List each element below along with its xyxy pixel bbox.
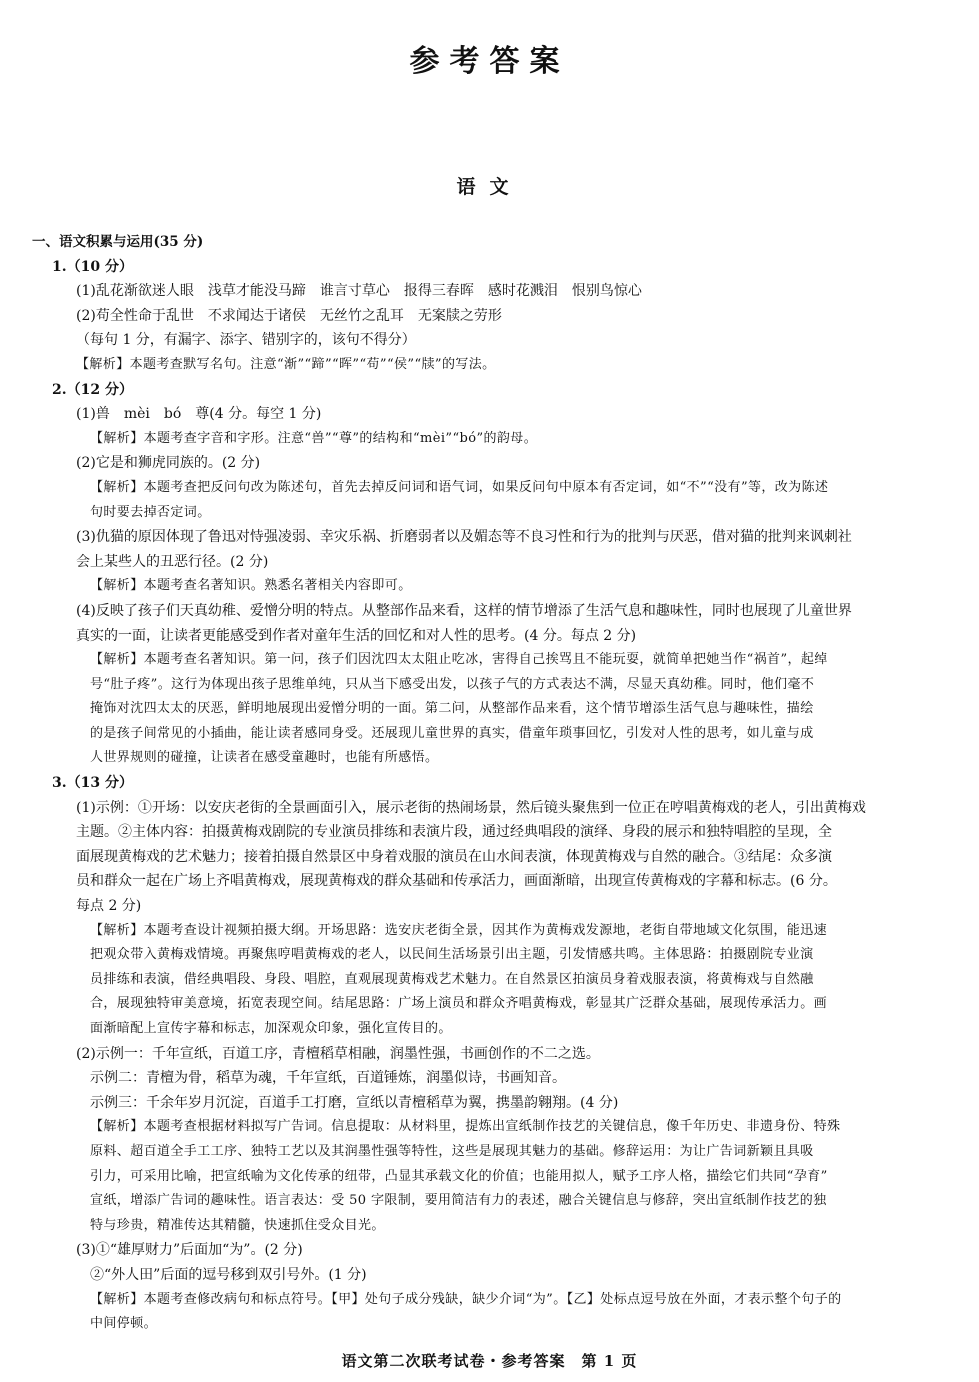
analysis-line: 宣纸，增添广告词的趣味性。语言表达：受 50 字限制，要用简洁有力的表述，融合关键信息与修辞，突出宣纸制作技艺的独 (90, 1193, 827, 1209)
analysis-line: 【解析】本题考查默写名句。注意“渐”“蹄”“晖”“苟”“侯”“牍”的写法。 (76, 356, 496, 372)
analysis-line: 合，展现独特审美意境，拓宽表现空间。结尾思路：广场上演员和群众齐唱黄梅戏，彰显其广泛群众基础，展现传承活力。画 (90, 996, 828, 1012)
answer-line: 面展现黄梅戏的艺术魅力；接着拍摄自然景区中身着戏服的演员在山水间表演，体现黄梅戏与自然的融合。③结尾：众多演 (76, 848, 832, 865)
analysis-line: 员排练和表演，借经典唱段、身段、唱腔，直观展现黄梅戏艺术魅力。在自然景区拍演员身着戏服表演，将黄梅戏与自然融 (90, 971, 814, 987)
answer-line: 员和群众一起在广场上齐唱黄梅戏，展现黄梅戏的群众基础和传承活力，画面渐暗，出现宣传黄梅戏的字幕和标志。(6 分。 (76, 873, 837, 890)
answer-line: （每句 1 分，有漏字、添字、错别字的，该句不得分） (76, 332, 416, 349)
analysis-line: 面渐暗配上宣传字幕和标志，加深观众印象，强化宣传目的。 (90, 1021, 452, 1036)
analysis-line: 原料、超百道全手工工序、独特工艺以及其润墨性强等特性，这些是展现其魅力的基础。修辞运用：为让广告词新颖且具吸 (90, 1143, 814, 1159)
answer-line: (1)兽 mèi bó 尊(4 分。每空 1 分) (76, 406, 322, 423)
analysis-line: 【解析】本题考查修改病句和标点符号。【甲】处句子成分残缺，缺少介词“为”。【乙】处标点逗号放在外面，才表示整个句子的 (90, 1291, 842, 1307)
analysis-line: 的是孩子间常见的小插曲，能让读者感同身受。还展现儿童世界的真实，借童年琐事回忆，引发对人性的思考，如儿童与成 (90, 725, 814, 741)
answer-line: (3)仇猫的原因体现了鲁迅对恃强凌弱、幸灾乐祸、折磨弱者以及媚态等不良习性和行为的批判与厌恶，借对猫的批判来讽刺社 (76, 529, 852, 546)
answer-line: (1)乱花渐欲迷人眼 浅草才能没马蹄 谁言寸草心 报得三春晖 感时花溅泪 恨别鸟惊心 (76, 283, 642, 300)
answer-line: (2)它是和狮虎同族的。(2 分) (76, 455, 261, 472)
answer-line: (2)示例一：千年宣纸，百道工序，青檀稻草相融，润墨性强，书画创作的不二之选。 (76, 1045, 600, 1062)
answer-line: 示例三：千余年岁月沉淀，百道手工打磨，宣纸以青檀稻草为翼，携墨韵翱翔。(4 分) (90, 1094, 619, 1111)
answer-line: (1)示例：①开场：以安庆老街的全景画面引入，展示老街的热闹场景，然后镜头聚焦到一位正在哼唱黄梅戏的老人，引出黄梅戏 (76, 799, 866, 816)
answer-line: 真实的一面，让读者更能感受到作者对童年生活的回忆和对人性的思考。(4 分。每点 2 分) (76, 627, 637, 644)
subject-heading: 语文 (456, 176, 523, 198)
page-footer: 语文第二次联考试卷・参考答案 第 1 页 (341, 1352, 638, 1370)
analysis-line: 引力，可采用比喻，把宣纸喻为文化传承的纽带，凸显其承载文化的价值；也能用拟人，赋予工序人格，描绘它们共同“孕育” (90, 1168, 828, 1184)
analysis-line: 【解析】本题考查设计视频拍摄大纲。开场思路：选安庆老街全景，因其作为黄梅戏发源地，老街自带地域文化氛围，能迅速 (90, 922, 828, 938)
analysis-line: 特与珍贵，精准传达其精髓，快速抓住受众目光。 (90, 1217, 385, 1233)
section-heading: 一、语文积累与运用(35 分) (32, 234, 204, 250)
answer-line: (3)①“雄厚财力”后面加“为”。(2 分) (76, 1242, 303, 1259)
analysis-line: 中间停顿。 (90, 1316, 158, 1332)
analysis-line: 【解析】本题考查名著知识。熟悉名著相关内容即可。 (90, 578, 412, 594)
answer-line: ②“外人田”后面的逗号移到双引号外。(1 分) (90, 1266, 367, 1283)
analysis-line: 人世界规则的碰撞，让读者在感受童趣时，也能有所感悟。 (90, 750, 439, 766)
answer-line: 主题。②主体内容：拍摄黄梅戏剧院的专业演员排练和表演片段，通过经典唱段的演绎、身段的展示和独特唱腔的呈现，全 (76, 824, 832, 841)
answer-line: 会上某些人的丑恶行径。(2 分) (76, 553, 269, 570)
answer-line: (4)反映了孩子们天真幼稚、爱憎分明的特点。从整部作品来看，这样的情节增添了生活气息和趣味性，同时也展现了儿童世界 (76, 602, 852, 619)
analysis-line: 【解析】本题考查名著知识。第一问，孩子们因沈四太太阻止吃冰，害得自己挨骂且不能玩耍，就简单把她当作“祸首”，起绰 (90, 652, 828, 668)
analysis-line: 句时要去掉否定词。 (90, 504, 211, 520)
answer-line: (2)苟全性命于乱世 不求闻达于诸侯 无丝竹之乱耳 无案牍之劳形 (76, 307, 502, 324)
answer-content (32, 230, 948, 1337)
page-title: 参考答案 (409, 44, 570, 79)
analysis-line: 【解析】本题考查根据材料拟写广告词。信息提取：从材料里，提炼出宣纸制作技艺的关键信息，像千年历史、非遗身份、特殊 (90, 1119, 841, 1135)
analysis-line: 号“肚子疼”。这行为体现出孩子思维单纯，只从当下感受出发，以孩子气的方式表达不满，尽显天真幼稚。同时，他们毫不 (90, 676, 815, 692)
question-number: 3.（13 分） (52, 775, 133, 792)
analysis-line: 【解析】本题考查把反问句改为陈述句，首先去掉反问词和语气词，如果反问句中原本有否定词，如“不”“没有”等，改为陈述 (90, 479, 829, 495)
question-number: 2.（12 分） (52, 381, 133, 398)
analysis-line: 掩饰对沈四太太的厌恶，鲜明地展现出爱憎分明的一面。第二问，从整部作品来看，这个情节增添生活气息与趣味性，描绘 (90, 701, 814, 717)
analysis-line: 把观众带入黄梅戏情境。再聚焦哼唱黄梅戏的老人，以民间生活场景引出主题，引发情感共鸣。主体思路：拍摄剧院专业演 (90, 947, 814, 963)
answer-line: 示例二：青檀为骨，稻草为魂，千年宣纸，百道锤炼，润墨似诗，书画知音。 (90, 1070, 566, 1087)
question-number: 1.（10 分） (52, 258, 133, 275)
answer-line: 每点 2 分) (76, 898, 142, 915)
analysis-line: 【解析】本题考查字音和字形。注意“兽”“尊”的结构和“mèi”“bó”的韵母。 (90, 430, 538, 446)
